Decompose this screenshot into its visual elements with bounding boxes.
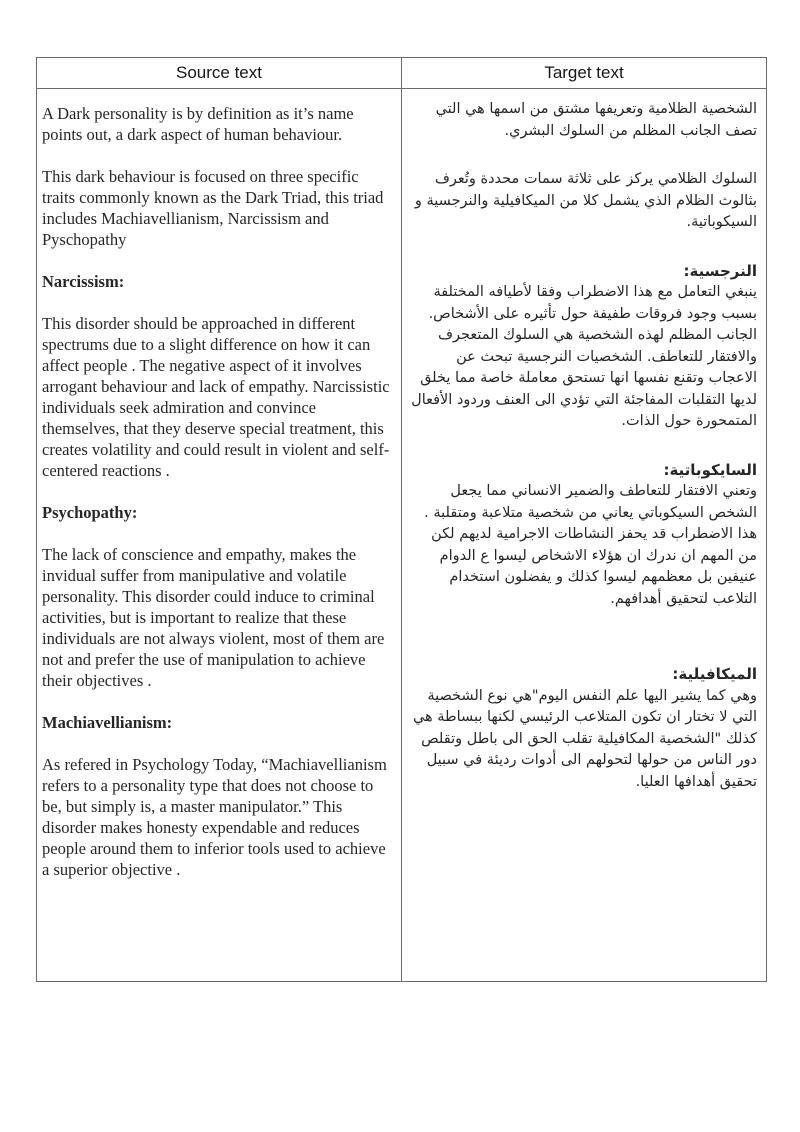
paragraph: This disorder should be approached in different spectrums due to a slight difference on how it can affect people . The negative aspect of it involves arrogant behaviour and lack of empathy. Narcissistic individuals seek admiration and convince themselves, that they deserve special treatment, this creates volatility and could result in violent and self-centered reactions . — [42, 314, 390, 480]
section-heading: النرجسية: — [683, 261, 757, 280]
table-header-row — [37, 58, 767, 89]
section-heading: Psychopathy: — [42, 503, 138, 522]
paragraph: السلوك الظلامي يركز على ثلاثة سمات محددة وتُعرف بثالوث الظلام الذي يشمل كلا من الميكافيلية والنرجسية و السيكوباتية. — [414, 171, 757, 230]
spacer — [410, 637, 757, 664]
source-column-header: Source text — [37, 58, 402, 89]
paragraph: ينبغي التعامل مع هذا الاضطراب وفقا لأطيافه المختلفة بسبب وجود فروقات طفيفة حول تأثيره على الأشخاص. الجانب المظلم لهذه الشخصية هي السلوك المتعجرف والافتقار للتعاطف. الشخصيات النرجسية تبحث عن الاعجاب وتقنع نفسها انها تستحق معاملة خاصة مما يخلق لديها التقلبات المفاجئة التي تؤدي الى العنف وردود الأفعال المتمحورة حول الذات. — [411, 284, 757, 429]
target-text-cell — [402, 89, 767, 982]
paragraph: This dark behaviour is focused on three specific traits commonly known as the Dark Triad, this triad includes Machiavellianism, Narcissism and Pyschopathy — [42, 167, 384, 249]
target-column-header: Target text — [402, 58, 767, 89]
paragraph: وتعني الافتقار للتعاطف والضمير الانساني مما يجعل الشخص السيكوباتي يعاني من شخصية متلاعبة ومتقلبة . هذا الاضطراب قد يحفز النشاطات الاجرامية لديهم لكن من المهم ان ندرك ان هؤلاء الاشخاص ليسوا ع الدوام عنيفين بل معظمهم ليسوا كذلك و يفضلون استخدام التلاعب لتحقيق أهدافهم. — [424, 483, 757, 607]
section-heading: Machiavellianism: — [42, 713, 173, 732]
section-heading: الميكافيلية: — [672, 665, 757, 683]
source-text-cell — [37, 89, 402, 982]
paragraph: وهي كما يشير اليها علم النفس اليوم"هي نوع الشخصية التي لا تختار ان تكون المتلاعب الرئيسي لكنها ببساطة هي كذلك "الشخصية المكافيلية تقلب الحق الى باطل وتقلص دور الناس من حولها لتحولهم الى أدوات رديئة في سبيل تحقيق أهدافها العليا. — [412, 687, 757, 790]
paragraph: As refered in Psychology Today, “Machiavellianism refers to a personality type that does not choose to be, but simply is, a master manipulator.” This disorder makes honesty expendable and reduces people around them to inferior tools used to achieve a superior objective . — [42, 755, 387, 879]
section-heading: السايكوباتية: — [663, 460, 757, 479]
section-heading: Narcissism: — [42, 272, 125, 291]
table-body-row — [37, 89, 767, 982]
translation-table — [36, 57, 767, 982]
paragraph: الشخصية الظلامية وتعريفها مشتق من اسمها هي التي تصف الجانب المظلم من السلوك البشري. — [435, 101, 757, 139]
paragraph: The lack of conscience and empathy, makes the invidual suffer from manipulative and volatile personality. This disorder could induce to criminal activities, but is important to realize that these individuals are not always violent, most of them are not and prefer the use of manipulation to achieve their objectives . — [42, 545, 385, 690]
paragraph: A Dark personality is by definition as it’s name points out, a dark aspect of human behaviour. — [42, 104, 354, 144]
